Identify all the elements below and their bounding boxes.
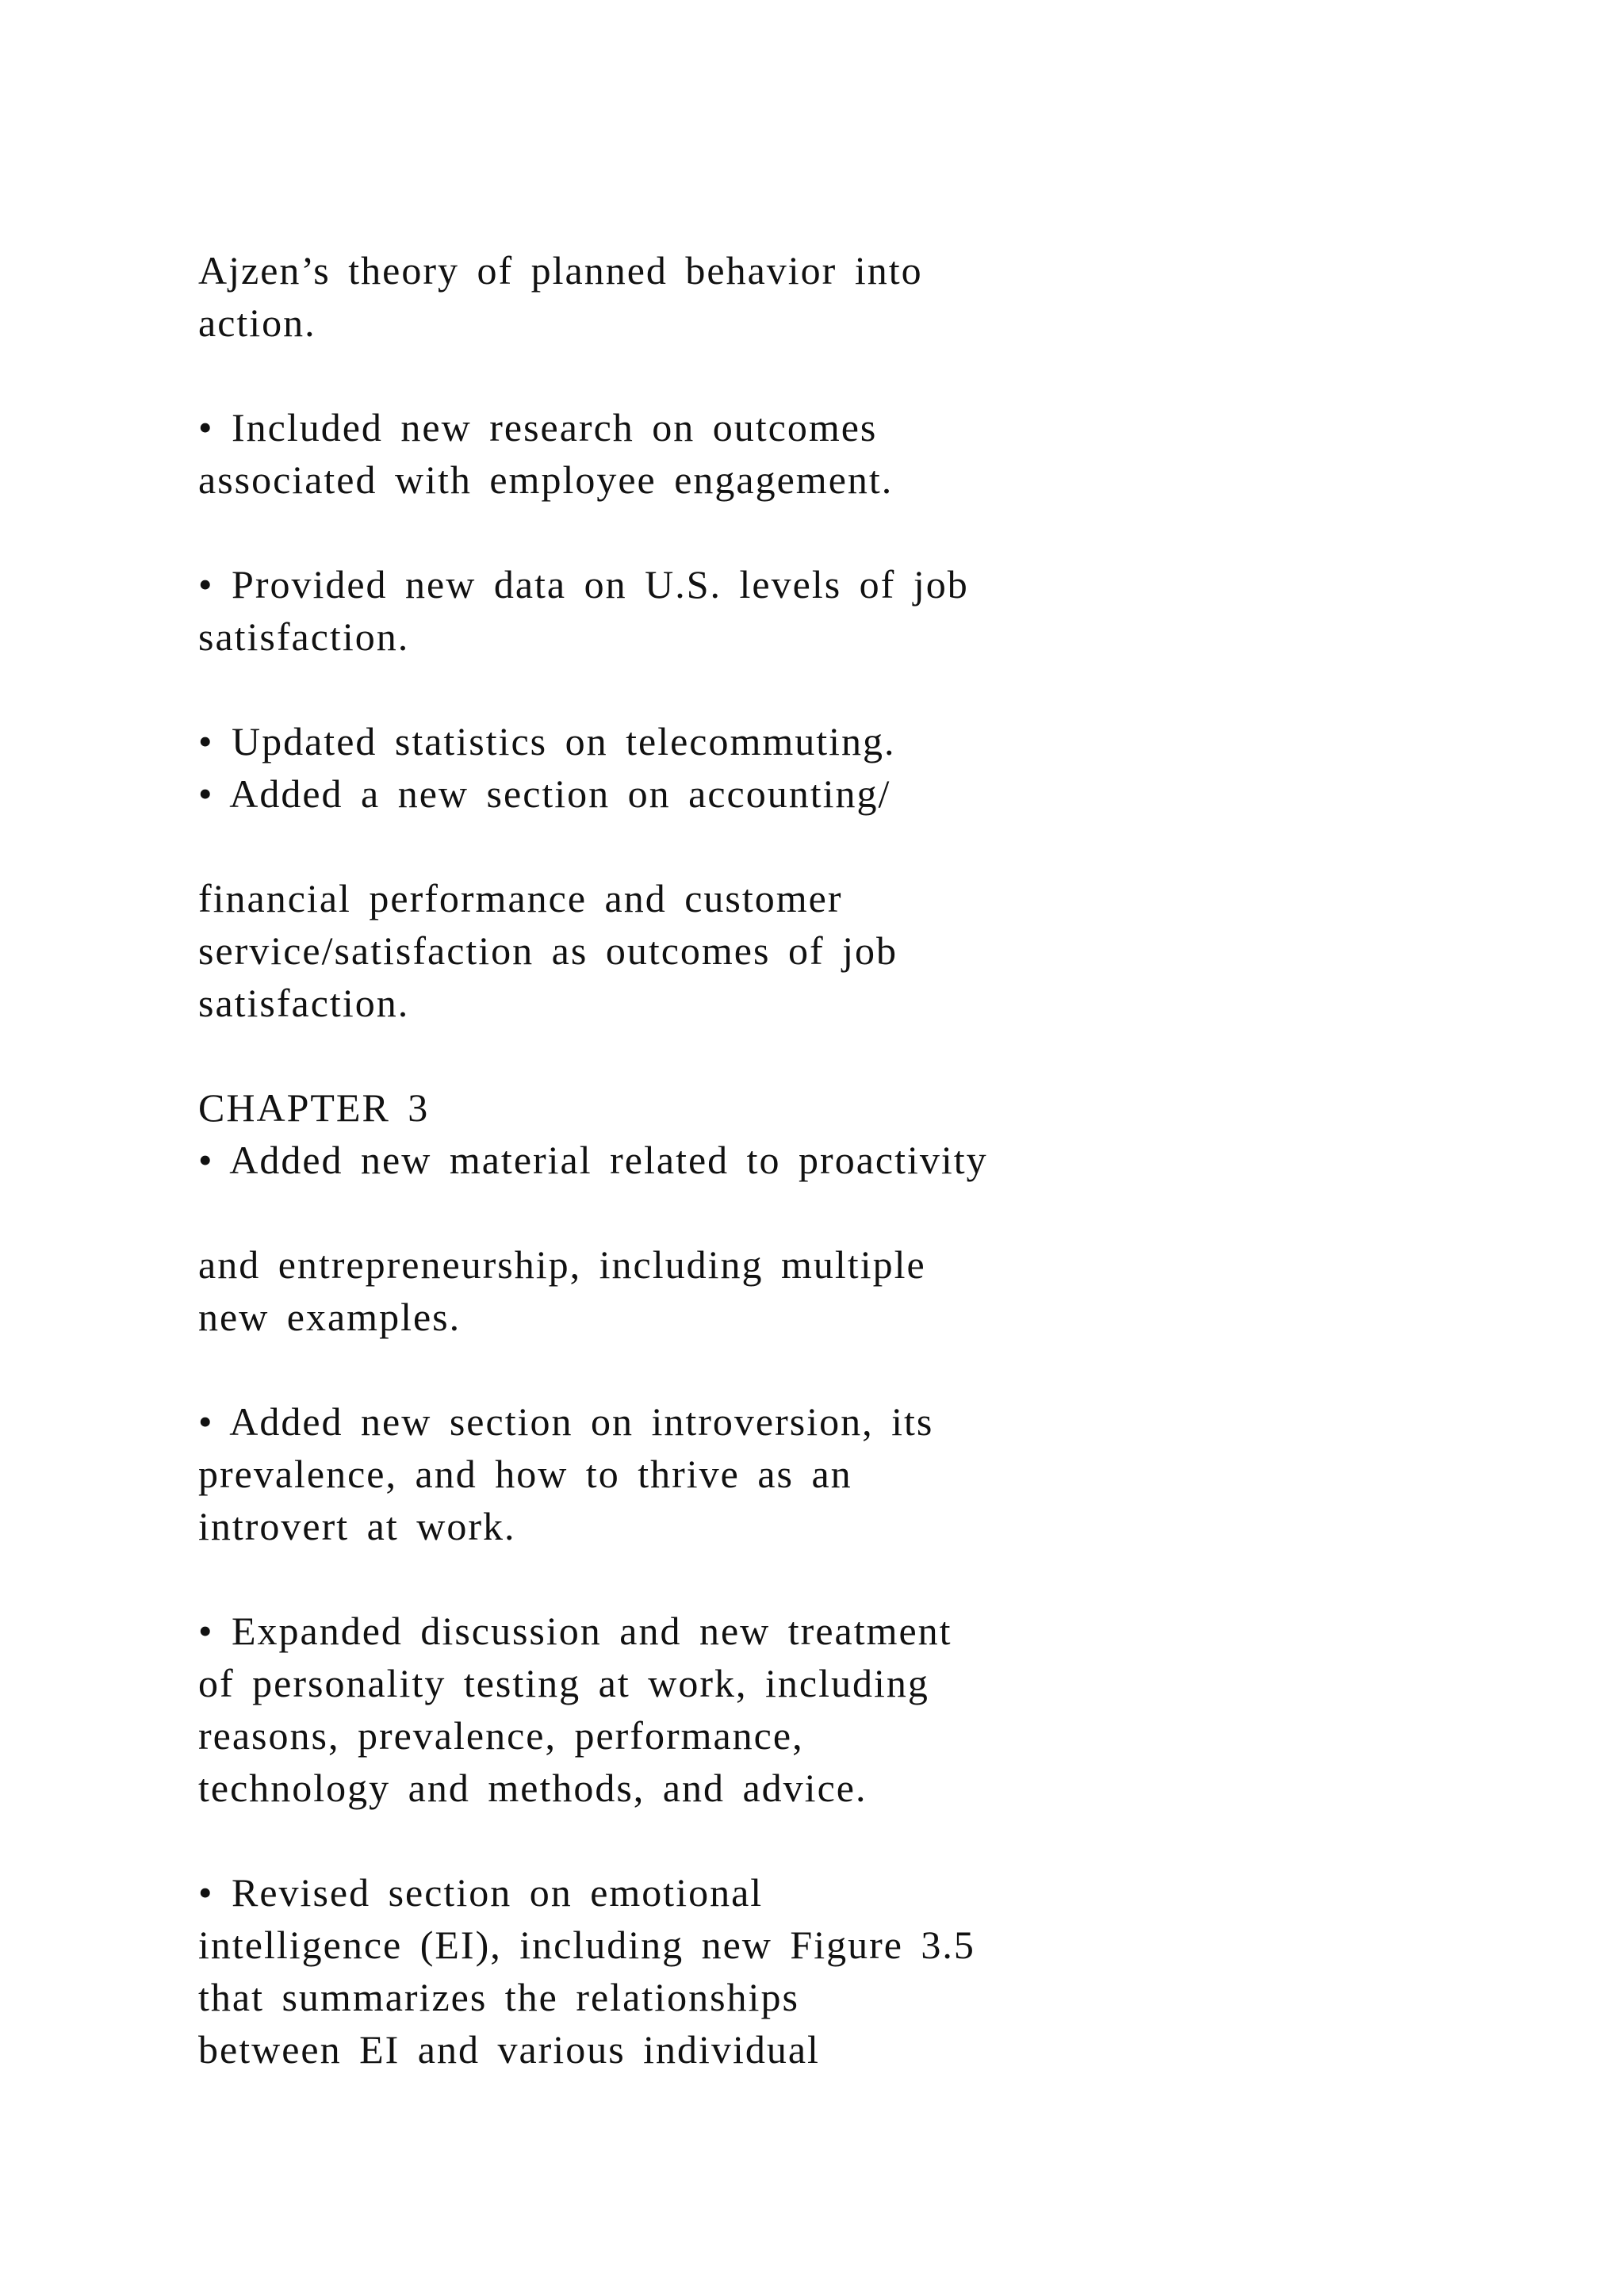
chapter-heading: CHAPTER 3 [198, 1085, 430, 1130]
text-line: and entrepreneurship, including multiple [198, 1242, 926, 1287]
text-line: financial performance and customer [198, 876, 843, 920]
text-line: that summarizes the relationships [198, 1975, 799, 2019]
bullet-line: • Added new section on introversion, its [198, 1399, 934, 1444]
bullet-line: • Included new research on outcomes [198, 405, 878, 450]
text-line: new examples. [198, 1295, 462, 1339]
text-line: Ajzen’s theory of planned behavior into [198, 248, 923, 293]
text-line: intelligence (EI), including new Figure 3.5 [198, 1923, 975, 1967]
text-line: technology and methods, and advice. [198, 1766, 868, 1810]
text-line: satisfaction. [198, 614, 410, 659]
text-line: prevalence, and how to thrive as an [198, 1452, 852, 1496]
text-line: associated with employee engagement. [198, 457, 894, 502]
bullet-line: • Provided new data on U.S. levels of job [198, 562, 969, 607]
text-line: service/satisfaction as outcomes of job [198, 928, 898, 973]
text-line: reasons, prevalence, performance, [198, 1713, 804, 1758]
bullet-line: • Added new material related to proactivity [198, 1138, 988, 1182]
text-line: of personality testing at work, including [198, 1661, 929, 1705]
bullet-line: • Updated statistics on telecommuting. [198, 719, 896, 763]
text-line: satisfaction. [198, 981, 410, 1025]
bullet-line: • Revised section on emotional [198, 1870, 764, 1915]
text-line: introvert at work. [198, 1504, 516, 1548]
bullet-line: • Added a new section on accounting/ [198, 771, 891, 816]
bullet-line: • Expanded discussion and new treatment [198, 1609, 952, 1653]
text-line: between EI and various individual [198, 2027, 820, 2072]
text-line: action. [198, 300, 316, 345]
